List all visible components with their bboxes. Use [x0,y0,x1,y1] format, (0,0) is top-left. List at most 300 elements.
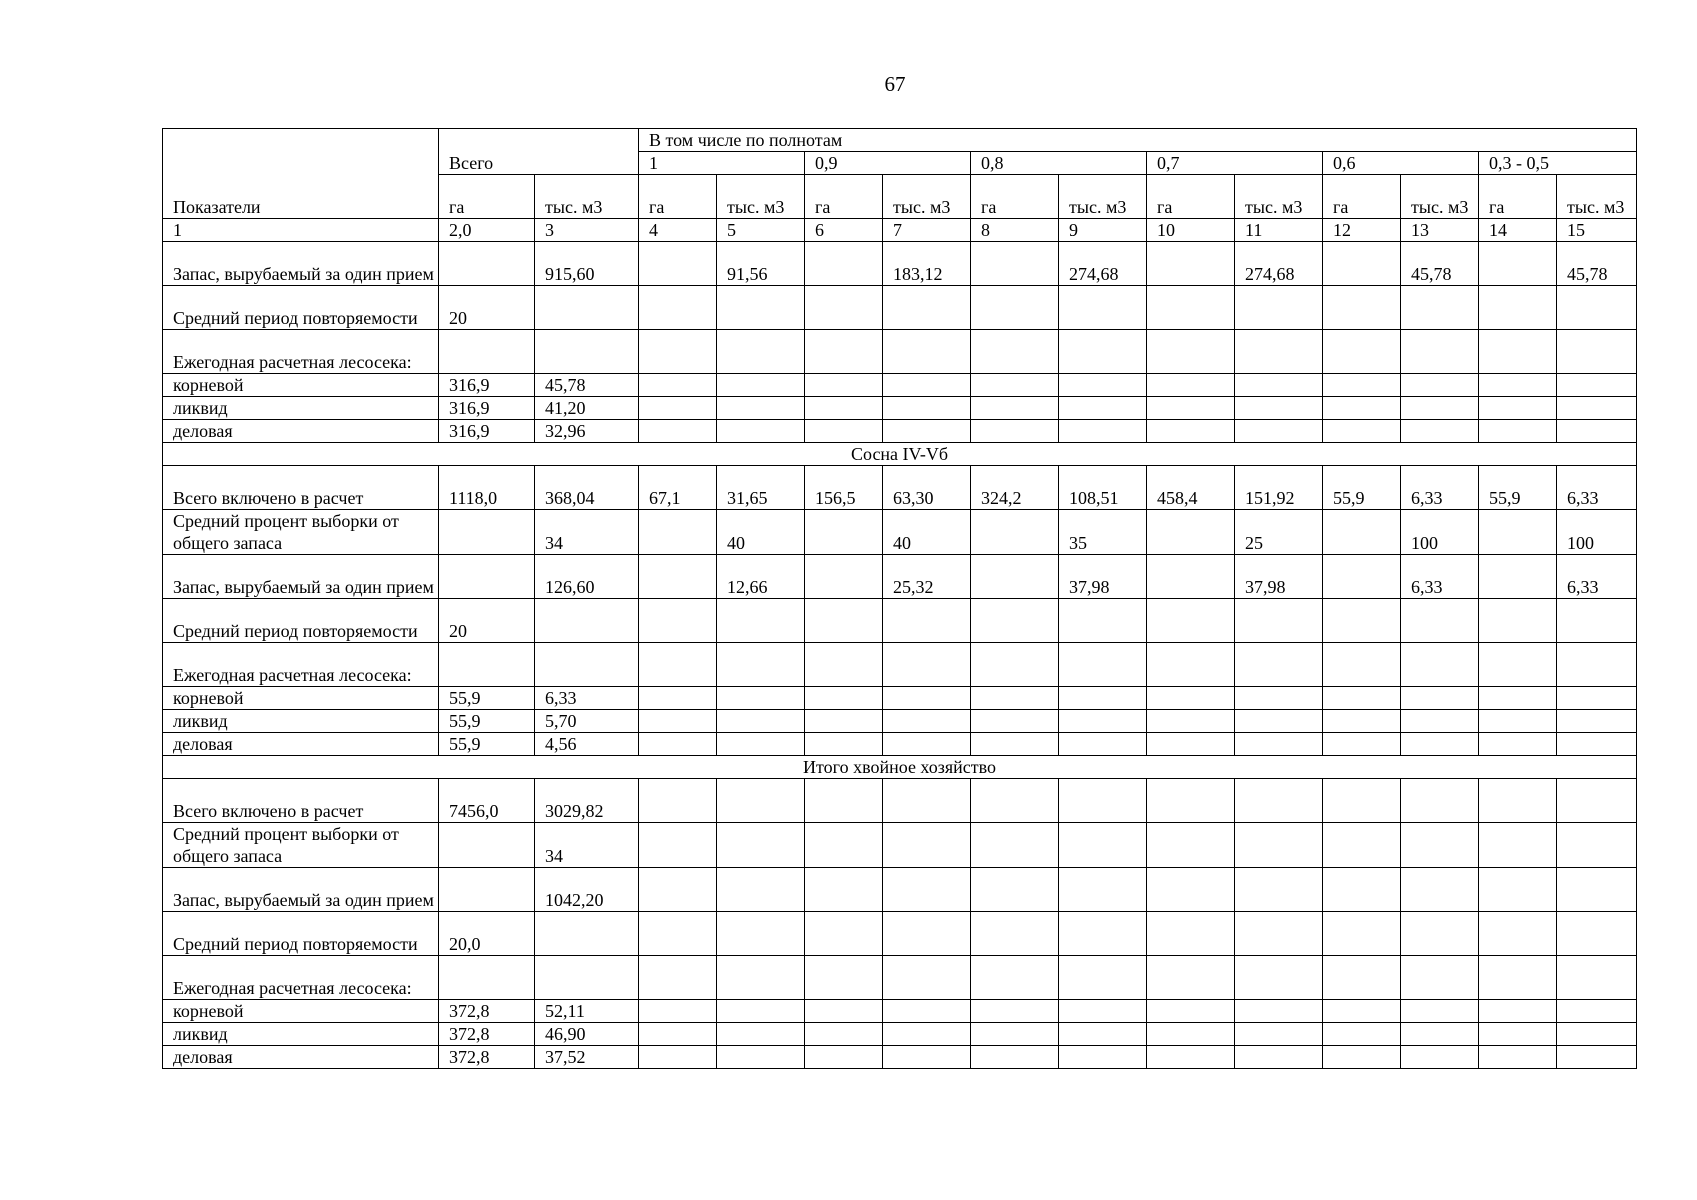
table-cell [883,823,971,868]
table-cell [1235,956,1323,1000]
table-row [163,710,1637,733]
table-cell [805,330,883,374]
table-cell [1401,779,1479,823]
table-cell [1147,1046,1235,1069]
table-cell [1401,330,1479,374]
table-cell [1557,1046,1637,1069]
unit-volume: тыс. м3 [535,175,639,219]
table-cell [1147,397,1235,420]
unit-ha: га [1147,175,1235,219]
table-cell [1059,687,1147,710]
table-cell [1479,710,1557,733]
table-cell [639,779,717,823]
table-cell [1147,599,1235,643]
table-cell [1059,286,1147,330]
row-label: Ежегодная расчетная лесосека: [163,643,439,687]
table-cell [535,599,639,643]
table-cell [971,687,1059,710]
table-cell [1557,643,1637,687]
table-cell [1479,510,1557,555]
table-row [163,599,1637,643]
table-cell [1323,687,1401,710]
table-cell [639,1046,717,1069]
table-cell [805,374,883,397]
table-cell [805,1023,883,1046]
table-cell [1235,286,1323,330]
table-cell [717,823,805,868]
unit-ha: га [439,175,535,219]
table-cell [1059,733,1147,756]
table-cell [971,912,1059,956]
table-cell [1557,599,1637,643]
table-cell [639,374,717,397]
table-cell: 55,9 [439,733,535,756]
table-cell [1059,779,1147,823]
table-cell [971,286,1059,330]
table-cell [639,420,717,443]
column-numbers-row [163,219,1637,242]
unit-ha: га [805,175,883,219]
table-cell [1147,643,1235,687]
table-cell [535,643,639,687]
table-cell [717,1023,805,1046]
table-cell [1235,710,1323,733]
table-row [163,912,1637,956]
table-cell [1059,397,1147,420]
table-cell [717,643,805,687]
table-cell: 12,66 [717,555,805,599]
table-cell [639,286,717,330]
table-cell: 316,9 [439,374,535,397]
table-cell [1235,1046,1323,1069]
table-cell [1401,1023,1479,1046]
table-cell: 20 [439,286,535,330]
table-cell: 55,9 [439,710,535,733]
table-cell: 35 [1059,510,1147,555]
row-label: деловая [163,420,439,443]
column-number: 8 [971,219,1059,242]
header-row-1 [163,129,1637,152]
table-cell [639,733,717,756]
row-label: ликвид [163,397,439,420]
column-number: 9 [1059,219,1147,242]
table-cell [1147,779,1235,823]
table-cell: 37,52 [535,1046,639,1069]
table-cell [1557,912,1637,956]
table-cell: 6,33 [1557,555,1637,599]
table-cell [717,330,805,374]
unit-volume: тыс. м3 [1401,175,1479,219]
header-density-0-3-0-5: 0,3 - 0,5 [1479,152,1637,175]
table-cell: 5,70 [535,710,639,733]
table-cell [1401,710,1479,733]
table-cell [717,1046,805,1069]
table-row [163,687,1637,710]
table-cell [805,912,883,956]
table-cell: 55,9 [439,687,535,710]
table-cell [639,643,717,687]
table-cell [1235,330,1323,374]
table-cell [1323,374,1401,397]
table-cell [883,868,971,912]
table-cell [1557,1023,1637,1046]
table-cell [1401,420,1479,443]
table-cell [1059,1000,1147,1023]
table-cell: 100 [1557,510,1637,555]
table-row [163,868,1637,912]
table-cell [1059,912,1147,956]
table-cell [1479,733,1557,756]
table-row [163,330,1637,374]
table-cell [883,286,971,330]
section-title: Сосна IV-Vб [163,443,1637,466]
table-cell [1401,733,1479,756]
row-label: Ежегодная расчетная лесосека: [163,956,439,1000]
table-cell [535,912,639,956]
table-cell: 31,65 [717,466,805,510]
table-cell [1323,330,1401,374]
table-cell [1059,643,1147,687]
table-cell [1147,286,1235,330]
table-cell [717,687,805,710]
table-cell [439,643,535,687]
table-cell [1557,420,1637,443]
table-row [163,374,1637,397]
table-cell [1323,643,1401,687]
table-cell [639,956,717,1000]
table-cell: 316,9 [439,397,535,420]
table-cell: 25,32 [883,555,971,599]
table-cell [1479,242,1557,286]
unit-ha: га [1323,175,1401,219]
table-cell: 6,33 [1401,466,1479,510]
table-cell [971,779,1059,823]
table-cell [717,710,805,733]
table-cell: 34 [535,510,639,555]
unit-ha: га [1479,175,1557,219]
table-cell [1557,286,1637,330]
table-cell [1147,555,1235,599]
table-cell [1235,374,1323,397]
table-cell: 108,51 [1059,466,1147,510]
table-cell: 372,8 [439,1023,535,1046]
column-number: 1 [163,219,439,242]
table-cell: 46,90 [535,1023,639,1046]
table-cell: 4,56 [535,733,639,756]
row-label: деловая [163,1046,439,1069]
table-cell [639,912,717,956]
column-number: 3 [535,219,639,242]
table-cell [1557,710,1637,733]
table-cell [439,330,535,374]
row-label: ликвид [163,710,439,733]
row-label: Запас, вырубаемый за один прием [163,242,439,286]
table-cell [1401,687,1479,710]
table-cell [1059,420,1147,443]
table-cell [971,956,1059,1000]
table-cell [717,599,805,643]
column-number: 2,0 [439,219,535,242]
table-cell [971,374,1059,397]
section-title: Итого хвойное хозяйство [163,756,1637,779]
table-cell [639,397,717,420]
table-cell [639,1023,717,1046]
table-cell [1557,374,1637,397]
header-including: В том числе по полнотам [639,129,1637,152]
column-number: 6 [805,219,883,242]
unit-volume: тыс. м3 [717,175,805,219]
row-label: корневой [163,1000,439,1023]
table-cell [1059,1046,1147,1069]
table-cell: 45,78 [535,374,639,397]
table-cell [1479,286,1557,330]
table-cell [971,1000,1059,1023]
table-cell [1147,868,1235,912]
table-cell [1059,1023,1147,1046]
table-cell [639,868,717,912]
header-indicators: Показатели [163,129,439,219]
table-cell [1557,868,1637,912]
table-cell [883,710,971,733]
table-cell [1323,823,1401,868]
table-cell [1235,823,1323,868]
table-row [163,1046,1637,1069]
table-row [163,397,1637,420]
row-label: Средний процент выборки от общего запаса [163,510,439,555]
table-cell [439,823,535,868]
table-cell [1479,823,1557,868]
table-row [163,242,1637,286]
table-cell [1479,420,1557,443]
table-cell [1401,599,1479,643]
table-cell [971,330,1059,374]
table-cell [1147,374,1235,397]
table-cell [439,868,535,912]
table-cell [1147,823,1235,868]
table-cell: 372,8 [439,1000,535,1023]
table-cell: 32,96 [535,420,639,443]
table-cell [717,868,805,912]
table-cell [883,733,971,756]
table-row [163,643,1637,687]
table-cell [805,733,883,756]
table-cell [883,912,971,956]
table-cell [971,868,1059,912]
table-cell [717,956,805,1000]
table-cell: 274,68 [1059,242,1147,286]
table-cell: 20 [439,599,535,643]
table-cell [805,397,883,420]
table-cell: 55,9 [1323,466,1401,510]
table-cell: 20,0 [439,912,535,956]
table-cell [883,1023,971,1046]
table-cell [883,330,971,374]
table-row [163,823,1637,868]
table-cell [883,374,971,397]
table-cell [717,912,805,956]
table-cell [717,374,805,397]
table-cell [1235,1023,1323,1046]
table-cell: 324,2 [971,466,1059,510]
column-number: 14 [1479,219,1557,242]
table-cell: 1118,0 [439,466,535,510]
row-label: Ежегодная расчетная лесосека: [163,330,439,374]
table-cell: 34 [535,823,639,868]
table-cell [535,286,639,330]
table-cell [1147,956,1235,1000]
row-label: Средний период повторяемости [163,599,439,643]
column-number: 10 [1147,219,1235,242]
table-cell [805,868,883,912]
table-cell [1479,330,1557,374]
table-cell [1059,374,1147,397]
table-cell [639,710,717,733]
table-cell: 37,98 [1235,555,1323,599]
column-number: 11 [1235,219,1323,242]
table-cell [1235,643,1323,687]
header-total: Всего [439,129,639,175]
table-cell: 7456,0 [439,779,535,823]
table-cell [1557,397,1637,420]
table-cell: 183,12 [883,242,971,286]
table-cell [1235,397,1323,420]
table-cell: 1042,20 [535,868,639,912]
table-cell: 41,20 [535,397,639,420]
table-cell [1323,1023,1401,1046]
row-label: Средний период повторяемости [163,286,439,330]
header-density-0-9: 0,9 [805,152,971,175]
table-cell [971,1046,1059,1069]
table-cell: 151,92 [1235,466,1323,510]
table-row [163,733,1637,756]
table-cell: 37,98 [1059,555,1147,599]
table-cell [1147,733,1235,756]
table-cell [971,733,1059,756]
table-cell [971,555,1059,599]
table-cell: 6,33 [535,687,639,710]
table-cell: 3029,82 [535,779,639,823]
row-label: Всего включено в расчет [163,779,439,823]
table-cell [1479,397,1557,420]
table-cell [805,823,883,868]
table-cell [1479,1023,1557,1046]
table-cell [1147,420,1235,443]
table-cell [1401,643,1479,687]
table-cell [1479,1046,1557,1069]
table-cell: 458,4 [1147,466,1235,510]
table-row [163,286,1637,330]
table-cell [1557,1000,1637,1023]
table-cell [1323,420,1401,443]
table-cell [1557,733,1637,756]
unit-ha: га [971,175,1059,219]
table-cell [1147,687,1235,710]
table-cell [717,779,805,823]
table-cell [805,286,883,330]
table-cell [1323,779,1401,823]
section-row [163,756,1637,779]
table-cell [639,555,717,599]
table-cell [883,420,971,443]
table-cell [1401,912,1479,956]
header-density-0-8: 0,8 [971,152,1147,175]
table-cell [639,1000,717,1023]
table-cell [1147,1000,1235,1023]
table-cell [639,687,717,710]
table-cell [1323,555,1401,599]
table-cell [1401,286,1479,330]
table-cell [1323,242,1401,286]
table-cell [971,710,1059,733]
table-row [163,420,1637,443]
table-cell [1323,599,1401,643]
felling-table [162,128,1637,1069]
table-cell [883,779,971,823]
row-label: Средний процент выборки от общего запаса [163,823,439,868]
table-cell [717,397,805,420]
table-cell [883,397,971,420]
table-cell: 91,56 [717,242,805,286]
table-cell [1059,599,1147,643]
table-cell [1401,1000,1479,1023]
table-cell: 915,60 [535,242,639,286]
table-cell [1147,912,1235,956]
table-cell [805,956,883,1000]
table-cell [1323,868,1401,912]
table-cell [1323,912,1401,956]
row-label: Всего включено в расчет [163,466,439,510]
header-density-0-6: 0,6 [1323,152,1479,175]
table-cell [1401,1046,1479,1069]
row-label: ликвид [163,1023,439,1046]
table-cell [805,710,883,733]
row-label: Средний период повторяемости [163,912,439,956]
page-number: 67 [884,72,906,96]
table-row [163,466,1637,510]
table-row [163,779,1637,823]
header-density-0-7: 0,7 [1147,152,1323,175]
table-row [163,1000,1637,1023]
table-cell [639,242,717,286]
table-cell [805,599,883,643]
table-cell [1323,733,1401,756]
table-cell [883,1000,971,1023]
unit-volume: тыс. м3 [1235,175,1323,219]
table-cell: 45,78 [1401,242,1479,286]
table-cell [971,643,1059,687]
table-cell [805,555,883,599]
table-cell [639,599,717,643]
table-cell [805,242,883,286]
table-cell [883,643,971,687]
table-cell [439,956,535,1000]
column-number: 5 [717,219,805,242]
table-cell [1323,956,1401,1000]
table-cell [1479,687,1557,710]
table-cell [1479,599,1557,643]
table-cell [971,420,1059,443]
table-cell [1479,868,1557,912]
table-cell [1557,823,1637,868]
table-cell: 52,11 [535,1000,639,1023]
table-cell [1479,555,1557,599]
unit-volume: тыс. м3 [1557,175,1637,219]
table-cell [1059,710,1147,733]
table-cell [971,1023,1059,1046]
table-cell [639,823,717,868]
column-number: 4 [639,219,717,242]
table-cell: 316,9 [439,420,535,443]
